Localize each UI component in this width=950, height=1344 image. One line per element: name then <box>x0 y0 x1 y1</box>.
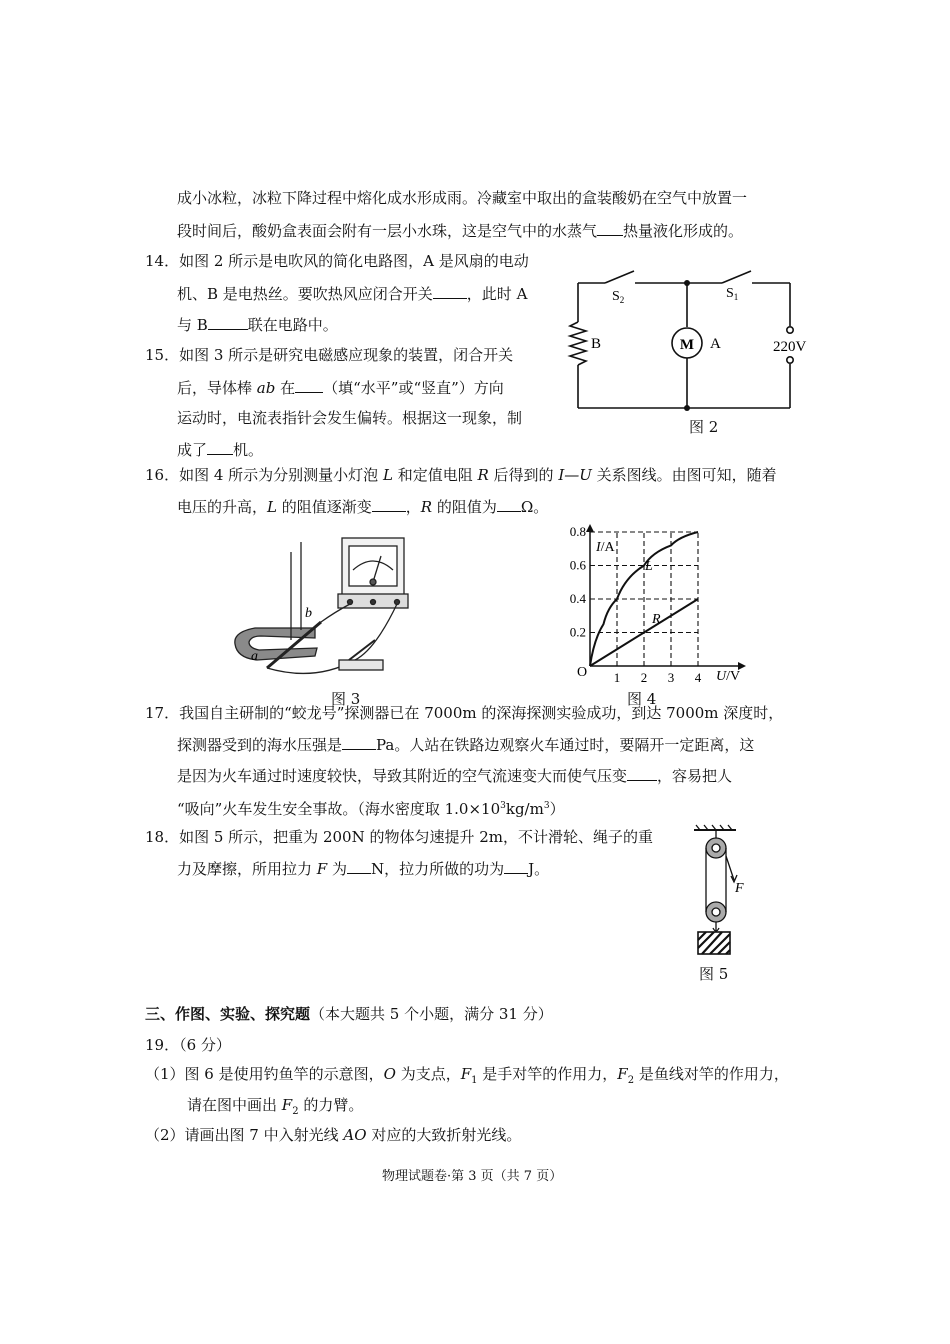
question-17-line-4: “吸向”火车发生安全事故。（海水密度取 $1.0\times 10^3kg/m^3$） <box>177 800 565 818</box>
question-16-line-2: 电压的升高，L 的阻值逐渐变 ，R 的阻值为 Ω。 <box>177 498 549 516</box>
origin-label: O <box>577 665 588 680</box>
label-s1: $S_1$ <box>726 286 739 302</box>
label-a: a <box>251 649 258 664</box>
page-footer: 物理试题卷·第 3 页（共 7 页） <box>382 1169 563 1184</box>
figure-5-pulley <box>680 822 760 962</box>
question-17-line-3: 是因为火车通过时速度较快，导致其附近的空气流速变大而使气压变 ，容易把人 <box>177 767 733 785</box>
rope-pull <box>726 856 734 880</box>
answer-blank[interactable] <box>347 858 371 874</box>
answer-blank[interactable] <box>597 220 623 236</box>
figure-3-caption: 图 3 <box>331 690 361 708</box>
y-axis-arrow <box>586 524 594 532</box>
question-15-line-1: 15．如图 3 所示是研究电磁感应现象的装置，闭合开关 <box>145 346 514 364</box>
figure-3-apparatus <box>225 532 415 690</box>
y-tick-label: 0.6 <box>569 557 586 573</box>
answer-blank[interactable] <box>342 734 376 750</box>
switch-base <box>339 660 383 670</box>
intro-line-2: 段时间后，酸奶盒表面会附有一层小水珠，这是空气中的水蒸气 热量液化形成的。 <box>177 222 744 240</box>
intro-line-1: 成小冰粒，冰粒下降过程中熔化成水形成雨。冷藏室中取出的盒装酸奶在空气中放置一 <box>177 189 748 207</box>
figure-4-caption: 图 4 <box>627 690 657 708</box>
question-15-line-2: 后，导体棒 ab 在 （填“水平”或“竖直”）方向 <box>177 379 504 397</box>
series-label-l: L <box>645 559 653 574</box>
question-15-line-4: 成了 机。 <box>177 441 264 459</box>
answer-blank[interactable] <box>627 765 657 781</box>
question-18-line-2: 力及摩擦，所用拉力 F 为 N，拉力所做的功为 J。 <box>177 860 550 878</box>
figure-4-chart <box>560 520 750 690</box>
figure-5-caption: 图 5 <box>699 965 729 983</box>
question-16-line-1: 16．如图 4 所示为分别测量小灯泡 L 和定值电阻 R 后得到的 I—U 关系图线。由图可知，随着 <box>145 466 777 484</box>
question-15-line-3: 运动时，电流表指针会发生偏转。根据这一现象，制 <box>177 409 523 427</box>
question-19-header: 19．（6 分） <box>145 1036 231 1054</box>
x-tick-label: 3 <box>667 670 675 685</box>
answer-blank[interactable] <box>207 439 233 455</box>
question-17-line-2: 探测器受到的海水压强是 Pa。人站在铁路边观察火车通过时，要隔开一定距离，这 <box>177 736 755 754</box>
label-force-f: F <box>735 881 744 896</box>
question-19-part-2: （2）请画出图 7 中入射光线 AO 对应的大致折射光线。 <box>145 1126 522 1144</box>
heater-resistor-b <box>570 322 586 365</box>
answer-blank[interactable] <box>504 858 528 874</box>
question-18-line-1: 18．如图 5 所示，把重为 200N 的物体匀速提升 2m，不计滑轮、绳子的重 <box>145 828 654 846</box>
x-axis-label: U/V <box>716 669 741 684</box>
answer-blank[interactable] <box>208 314 248 330</box>
question-17-line-1: 17．我国自主研制的“蛟龙号”探测器已在 7000m 的深海探测实验成功，到达 7000m 深度时， <box>145 704 784 722</box>
answer-blank[interactable] <box>295 377 323 393</box>
y-tick-label: 0.2 <box>569 624 586 640</box>
question-14-line-2: 机、B 是电热丝。要吹热风应闭合开关 ，此时 A <box>177 285 528 303</box>
answer-blank[interactable] <box>372 496 406 512</box>
label-voltage: 220V <box>773 339 807 355</box>
switch-s1-blade <box>722 271 751 283</box>
switch-lever <box>349 640 375 660</box>
switch-s2-blade <box>605 271 634 283</box>
question-19-part-1-line-1: （1）图 6 是使用钓鱼竿的示意图，O 为支点，$F_1$ 是手对竿的作用力，$F_2$ 是鱼线对竿的作用力， <box>145 1065 789 1086</box>
answer-blank[interactable] <box>497 496 521 512</box>
label-a: A <box>710 336 721 352</box>
u-magnet <box>235 628 317 660</box>
figure-2-caption: 图 2 <box>689 418 719 436</box>
x-tick-label: 2 <box>640 670 648 685</box>
series-label-r: R <box>652 612 661 627</box>
y-tick-label: 0.8 <box>569 524 586 539</box>
label-b: B <box>591 336 602 352</box>
question-14-line-3: 与 B 联在电路中。 <box>177 316 338 334</box>
label-m: M <box>679 337 695 353</box>
question-19-part-1-line-2: 请在图中画出 $F_2$ 的力臂。 <box>187 1096 364 1117</box>
x-tick-label: 4 <box>694 670 702 685</box>
answer-blank[interactable] <box>433 283 467 299</box>
label-s2: $S_2$ <box>612 289 625 305</box>
section-3-heading: 三、作图、实验、探究题（本大题共 5 个小题，满分 31 分） <box>145 1005 553 1023</box>
y-axis-label: I/A <box>596 540 615 555</box>
question-14-line-1: 14．如图 2 所示是电吹风的简化电路图，A 是风扇的电动 <box>145 252 529 270</box>
figure-2-circuit <box>560 265 810 440</box>
label-b: b <box>305 606 312 621</box>
x-tick-label: 1 <box>613 670 621 685</box>
y-tick-label: 0.4 <box>569 591 586 606</box>
